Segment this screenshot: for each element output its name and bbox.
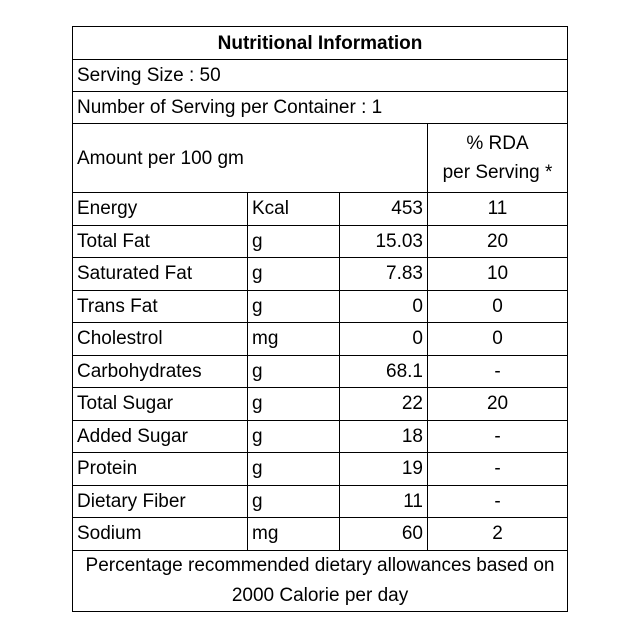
nutrient-rows bbox=[73, 193, 568, 551]
nutrient-amount: 15.03 bbox=[340, 225, 428, 258]
table-row bbox=[73, 193, 568, 226]
nutrient-name: Total Sugar bbox=[73, 388, 248, 421]
nutrient-rda: - bbox=[428, 355, 568, 388]
nutrient-rda: 20 bbox=[428, 225, 568, 258]
amount-label: Amount per 100 gm bbox=[73, 124, 428, 193]
nutrient-amount: 0 bbox=[340, 323, 428, 356]
nutrient-amount: 0 bbox=[340, 290, 428, 323]
column-header-row bbox=[73, 124, 568, 193]
table-row bbox=[73, 453, 568, 486]
table-row bbox=[73, 420, 568, 453]
nutrient-unit: g bbox=[248, 485, 340, 518]
nutrient-amount: 22 bbox=[340, 388, 428, 421]
nutrient-name: Dietary Fiber bbox=[73, 485, 248, 518]
rda-header bbox=[428, 124, 568, 193]
nutrient-name: Protein bbox=[73, 453, 248, 486]
table-title: Nutritional Information bbox=[73, 27, 568, 60]
footnote-row bbox=[73, 550, 568, 611]
servings-per-container: Number of Serving per Container : 1 bbox=[73, 92, 568, 124]
title-row bbox=[73, 27, 568, 60]
nutrient-unit: mg bbox=[248, 518, 340, 551]
nutrient-rda: - bbox=[428, 453, 568, 486]
table-row bbox=[73, 258, 568, 291]
nutrient-name: Total Fat bbox=[73, 225, 248, 258]
nutrient-rda: 0 bbox=[428, 290, 568, 323]
serving-size: Serving Size : 50 bbox=[73, 60, 568, 92]
nutrient-name: Cholestrol bbox=[73, 323, 248, 356]
table-row bbox=[73, 225, 568, 258]
nutrient-name: Saturated Fat bbox=[73, 258, 248, 291]
table-row bbox=[73, 388, 568, 421]
footnote-line2: 2000 Calorie per day bbox=[231, 584, 409, 606]
nutrient-name: Added Sugar bbox=[73, 420, 248, 453]
table-row bbox=[73, 323, 568, 356]
table-row bbox=[73, 485, 568, 518]
rda-header-line2: per Serving * bbox=[442, 162, 553, 183]
serving-size-row bbox=[73, 60, 568, 92]
nutrient-rda: - bbox=[428, 420, 568, 453]
nutrient-unit: g bbox=[248, 355, 340, 388]
nutrient-unit: g bbox=[248, 225, 340, 258]
nutrient-name: Trans Fat bbox=[73, 290, 248, 323]
nutrient-amount: 19 bbox=[340, 453, 428, 486]
nutrient-amount: 7.83 bbox=[340, 258, 428, 291]
servings-per-container-row bbox=[73, 92, 568, 124]
nutrient-unit: g bbox=[248, 258, 340, 291]
nutrient-amount: 60 bbox=[340, 518, 428, 551]
nutrient-unit: g bbox=[248, 388, 340, 421]
nutrient-rda: 0 bbox=[428, 323, 568, 356]
footnote-line1: Percentage recommended dietary allowances based on bbox=[85, 555, 555, 577]
rda-header-line1: % RDA bbox=[466, 132, 529, 154]
nutrient-rda: 10 bbox=[428, 258, 568, 291]
nutrient-rda: 2 bbox=[428, 518, 568, 551]
nutrient-rda: - bbox=[428, 485, 568, 518]
nutrient-unit: mg bbox=[248, 323, 340, 356]
nutrient-amount: 18 bbox=[340, 420, 428, 453]
footnote bbox=[73, 550, 568, 611]
nutrient-unit: g bbox=[248, 420, 340, 453]
nutrient-unit: g bbox=[248, 453, 340, 486]
nutrient-amount: 453 bbox=[340, 193, 428, 226]
nutrient-unit: Kcal bbox=[248, 193, 340, 226]
nutrient-amount: 11 bbox=[340, 485, 428, 518]
nutrient-unit: g bbox=[248, 290, 340, 323]
nutrition-table bbox=[72, 26, 568, 612]
table-row bbox=[73, 355, 568, 388]
table-row bbox=[73, 290, 568, 323]
nutrient-amount: 68.1 bbox=[340, 355, 428, 388]
nutrient-name: Sodium bbox=[73, 518, 248, 551]
nutrient-name: Carbohydrates bbox=[73, 355, 248, 388]
nutrient-rda: 20 bbox=[428, 388, 568, 421]
nutrient-rda: 11 bbox=[428, 193, 568, 226]
table-row bbox=[73, 518, 568, 551]
nutrient-name: Energy bbox=[73, 193, 248, 226]
